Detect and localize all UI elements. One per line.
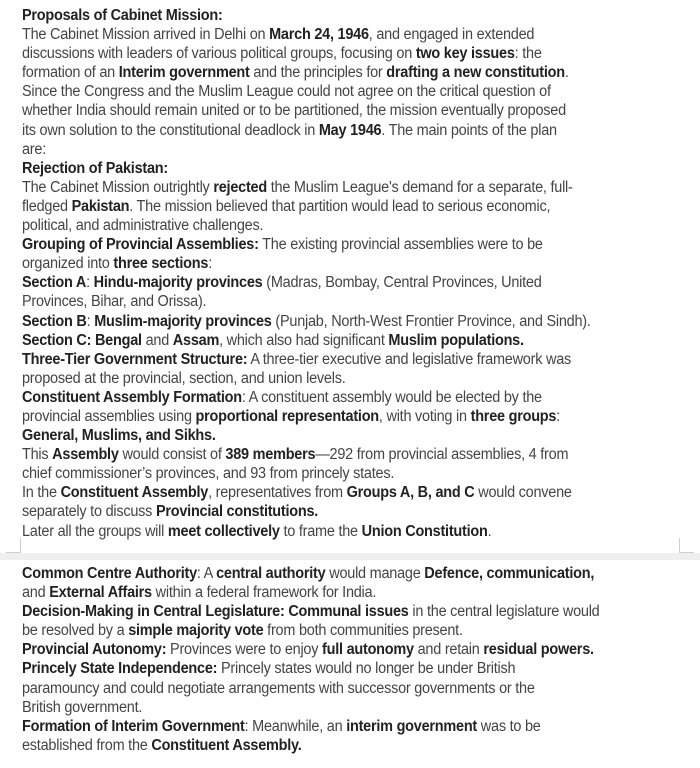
text: —292 from provincial assemblies, 4 from	[315, 446, 569, 464]
text-line	[22, 25, 699, 44]
bold-text: Formation of Interim Government	[22, 717, 245, 735]
text: :	[208, 255, 212, 273]
text: (Punjab, North-West Frontier Province, and Sindh).	[271, 312, 591, 330]
text: proposed at the provincial, section, and union levels.	[22, 369, 346, 387]
text-line	[22, 178, 699, 197]
bold-text: Constituent Assembly.	[151, 736, 302, 754]
document-page-2	[0, 560, 700, 768]
text-line	[22, 621, 699, 640]
text: discussions with leaders of various political groups, focusing on	[22, 45, 416, 63]
text: Later all the groups will	[22, 522, 168, 540]
text: provincial assemblies using	[22, 407, 196, 425]
text: : A	[196, 565, 217, 582]
text-line	[22, 602, 699, 621]
text: from both communities present.	[263, 622, 463, 640]
text-line	[22, 640, 699, 659]
bold-text: March 24, 1946	[269, 26, 369, 44]
text-line	[22, 717, 699, 736]
bold-text: Common Centre Authority	[22, 565, 197, 582]
bold-text: central authority	[216, 565, 326, 582]
bold-text: Interim government	[118, 64, 250, 82]
text: :	[86, 312, 95, 330]
text-line	[22, 464, 699, 483]
bold-text: Union Constitution	[361, 522, 488, 540]
crop-mark-top-right	[679, 538, 694, 553]
text-line	[22, 679, 699, 698]
text-line	[22, 445, 699, 464]
text: whether India should remain united or to be partitioned, the mission eventually proposed	[22, 102, 566, 120]
text-line	[22, 388, 699, 407]
text: . The mission believed that partition would lead to serious economic,	[129, 197, 551, 215]
text: would consist of	[118, 446, 226, 464]
bold-text: interim government	[346, 717, 478, 735]
text: British government.	[22, 698, 143, 716]
text-line	[22, 312, 699, 331]
bold-text: Constituent Assembly	[60, 484, 209, 502]
text: : the	[514, 45, 542, 63]
text: The Cabinet Mission arrived in Delhi on	[22, 26, 270, 44]
crop-mark-top-left	[6, 538, 21, 553]
text: would manage	[325, 565, 425, 582]
text: Provinces were to enjoy	[166, 641, 323, 659]
text-line	[22, 159, 699, 178]
bold-text: Princely State Independence:	[22, 660, 218, 678]
bold-text: full autonomy	[322, 641, 414, 659]
text-line	[22, 698, 699, 717]
text-line	[22, 63, 699, 82]
text: : Meanwhile, an	[244, 717, 347, 735]
text: organized into	[22, 255, 114, 273]
text-line	[22, 659, 699, 678]
text: paramouncy and could negotiate arrangements with successor governments or the	[22, 679, 535, 697]
text: :	[556, 407, 561, 425]
bold-text: Constituent Assembly Formation	[22, 388, 242, 406]
bold-text: Section C: Bengal	[22, 331, 142, 349]
page-2-text	[22, 564, 699, 755]
text-line	[22, 235, 699, 254]
bold-text: Section A	[22, 274, 87, 292]
text-line	[22, 736, 699, 755]
text-line	[22, 564, 699, 583]
text-line	[22, 6, 699, 25]
bold-text: two key issues	[415, 45, 515, 63]
text-line	[22, 350, 699, 369]
bold-text: Decision-Making in Central Legislature: Communal issues	[22, 603, 409, 621]
text: and retain	[413, 641, 484, 659]
bold-text: Hindu-majority provinces	[93, 274, 263, 292]
page-break	[0, 553, 700, 560]
text-line	[22, 292, 699, 311]
bold-text: Muslim populations.	[388, 331, 524, 349]
text: and	[141, 331, 173, 349]
text: .	[487, 522, 492, 540]
bold-text: Pakistan	[71, 197, 130, 215]
text: , and engaged in extended	[368, 26, 535, 44]
text: separately to discuss	[22, 503, 156, 521]
text: political, and administrative challenges.	[22, 217, 264, 235]
text: within a federal framework for India.	[151, 584, 377, 602]
text: The Cabinet Mission outrightly	[22, 178, 214, 196]
text-line	[22, 216, 699, 235]
text-line	[22, 197, 699, 216]
text-line	[22, 140, 699, 159]
text: chief commissioner’s provinces, and 93 from princely states.	[22, 465, 395, 483]
text: In the	[22, 484, 61, 502]
text: (Madras, Bombay, Central Provinces, United	[262, 274, 542, 292]
text-line	[22, 502, 699, 521]
text-line	[22, 407, 699, 426]
text: are:	[22, 140, 46, 158]
text-line	[22, 369, 699, 388]
bold-text: External Affairs	[49, 584, 152, 602]
text: , representatives from	[208, 484, 347, 502]
bold-text: Proposals of Cabinet Mission:	[22, 7, 223, 24]
text: to frame the	[279, 522, 362, 540]
text: its own solution to the constitutional deadlock in	[22, 121, 319, 139]
text: :	[86, 274, 94, 292]
text: and	[22, 584, 50, 602]
bold-text: Assembly	[52, 446, 119, 464]
bold-text: drafting a new constitution	[386, 64, 565, 82]
text: formation of an	[22, 64, 119, 82]
text-line	[22, 44, 699, 63]
text: the Muslim League's demand for a separate, full-	[266, 178, 573, 196]
text-line	[22, 583, 699, 602]
text: be resolved by a	[22, 622, 129, 640]
text-line	[22, 331, 699, 350]
bold-text: three groups	[470, 407, 557, 425]
text: Since the Congress and the Muslim League could not agree on the critical question of	[22, 83, 551, 101]
text: was to be	[477, 717, 541, 735]
text: . The main points of the plan	[381, 121, 557, 139]
text-line	[22, 82, 699, 101]
text: , which also had significant	[219, 331, 389, 349]
text: This	[22, 446, 53, 464]
bold-text: simple majority vote	[128, 622, 264, 640]
text: Provinces, Bihar, and Orissa).	[22, 293, 207, 311]
text: and the principles for	[249, 64, 387, 82]
text-line	[22, 426, 699, 445]
text: in the central legislature would	[408, 603, 600, 621]
bold-text: Assam	[172, 331, 220, 349]
text: , with voting in	[378, 407, 471, 425]
text-line	[22, 101, 699, 120]
text: .	[564, 64, 569, 82]
bold-text: Defence, communication,	[424, 565, 595, 582]
bold-text: three sections	[113, 255, 209, 273]
page-1-text	[22, 6, 699, 541]
bold-text: rejected	[213, 178, 267, 196]
text-line	[22, 273, 699, 292]
text: : A constituent assembly would be elected by the	[241, 388, 542, 406]
text: Princely states would no longer be under British	[217, 660, 516, 678]
bold-text: May 1946	[318, 121, 382, 139]
bold-text: residual powers.	[483, 641, 594, 659]
bold-text: Muslim-majority provinces	[94, 312, 272, 330]
bold-text: proportional representation	[195, 407, 379, 425]
text: established from the	[22, 736, 152, 754]
bold-text: 389 members	[225, 446, 316, 464]
bold-text: Three-Tier Government Structure:	[22, 350, 248, 368]
text: A three-tier executive and legislative framework was	[247, 350, 572, 368]
bold-text: Rejection of Pakistan:	[22, 159, 168, 177]
text-line	[22, 522, 699, 541]
bold-text: Groups A, B, and C	[346, 484, 475, 502]
bold-text: meet collectively	[167, 522, 280, 540]
bold-text: Provincial constitutions.	[155, 503, 319, 521]
text: The existing provincial assemblies were to be	[258, 236, 543, 254]
bold-text: Grouping of Provincial Assemblies:	[22, 236, 259, 254]
bold-text: Provincial Autonomy:	[22, 641, 167, 659]
text: fledged	[22, 197, 72, 215]
text-line	[22, 121, 699, 140]
bold-text: General, Muslims, and Sikhs.	[22, 427, 216, 445]
bold-text: Section B	[22, 312, 87, 330]
text: would convene	[474, 484, 572, 502]
text-line	[22, 483, 699, 502]
text-line	[22, 254, 699, 273]
